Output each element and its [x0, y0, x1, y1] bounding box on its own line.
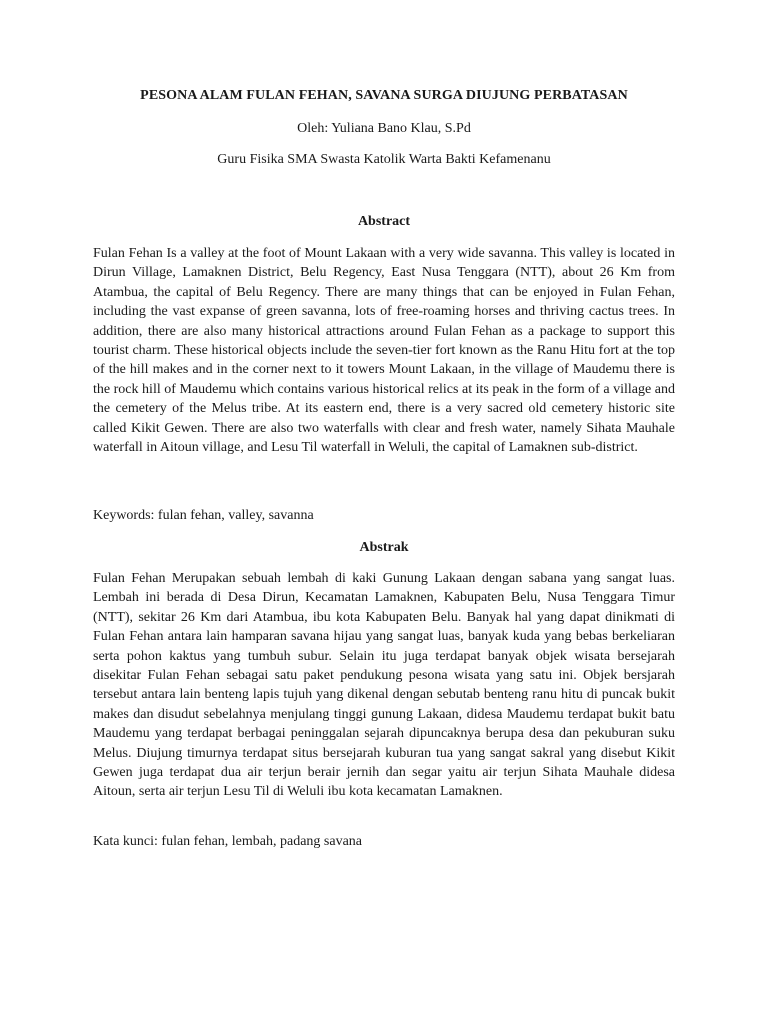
abstract-keywords: Keywords: fulan fehan, valley, savanna — [93, 508, 314, 523]
abstract-body: Fulan Fehan Is a valley at the foot of Mount Lakaan with a very wide savanna. This valley is located in Dirun Village, Lamaknen District, Belu Regency, East Nusa Tenggara (NTT), about 26 Km from Atambua, the capital of Belu Regency. There are many things that can be enjoyed in Fulan Fehan, including the vast expanse of green savanna, lots of free-roaming horses and thriving cactus trees. In addition, there are also many historical attractions around Fulan Fehan as a package to support this tourist charm. These historical objects include the seven-tier fort known as the Ranu Hitu fort at the top of the hill makes and in the corner next to it towers Mount Lakaan, in the village of Maudemu there is the rock hill of Maudemu which contains various historical relics at its peak in the form of a village and the cemetery of the Melus tribe. At its eastern end, there is a very sacred old cemetery historic site called Kikit Gewen. There are also two waterfalls with clear and fresh water, namely Sihata Mauhale waterfall in Aitoun village, and Lesu Til waterfall in Weluli, the capital of Lamaknen sub-district. — [93, 246, 675, 456]
abstrak-body: Fulan Fehan Merupakan sebuah lembah di kaki Gunung Lakaan dengan sabana yang sangat luas. Lembah ini berada di Desa Dirun, Kecamatan Lamaknen, Kabupaten Belu, Nusa Tenggara Timur (NTT), sekitar 26 Km dari Atambua, ibu kota Kabupaten Belu. Banyak hal yang dapat dinikmati di Fulan Fehan antara lain hamparan savana hijau yang sangat luas, banyak kuda yang bebas berkeliaran serta pohon kaktus yang tumbuh subur. Selain itu juga terdapat banyak objek wisata bersejarah disekitar Fulan Fehan sebagai satu paket pendukung pesona wisata yang satu ini. Objek bersjarah tersebut antara lain benteng lapis tujuh yang dikenal dengan sebutab benteng ranu hitu di puncak bukit makes dan disudut sebelahnya menjulang tinggi gunung Lakaan, didesa Maudemu terdapat bukit batu Maudemu yang terdapat berbagai peninggalan sejarah dipuncaknya berupa desa dan pekuburan suku Melus. Diujung timurnya terdapat situs bersejarah kuburan tua yang sangat sakral yang disebut Kikit Gewen juga terdapat dua air terjun berair jernih dan segar yaitu air terjun Sihata Mauhale didesa Aitoun, serta air terjun Lesu Til di Weluli ibu kota kecamatan Lamaknen. — [93, 571, 675, 800]
abstract-heading: Abstract — [357, 214, 411, 229]
affiliation-line: Guru Fisika SMA Swasta Katolik Warta Bakti Kefamenanu — [217, 152, 551, 167]
paper-title: PESONA ALAM FULAN FEHAN, SAVANA SURGA DIUJUNG PERBATASAN — [140, 88, 628, 103]
abstrak-keywords: Kata kunci: fulan fehan, lembah, padang savana — [93, 834, 363, 849]
abstrak-heading: Abstrak — [359, 540, 409, 555]
author-line: Oleh: Yuliana Bano Klau, S.Pd — [297, 121, 471, 136]
